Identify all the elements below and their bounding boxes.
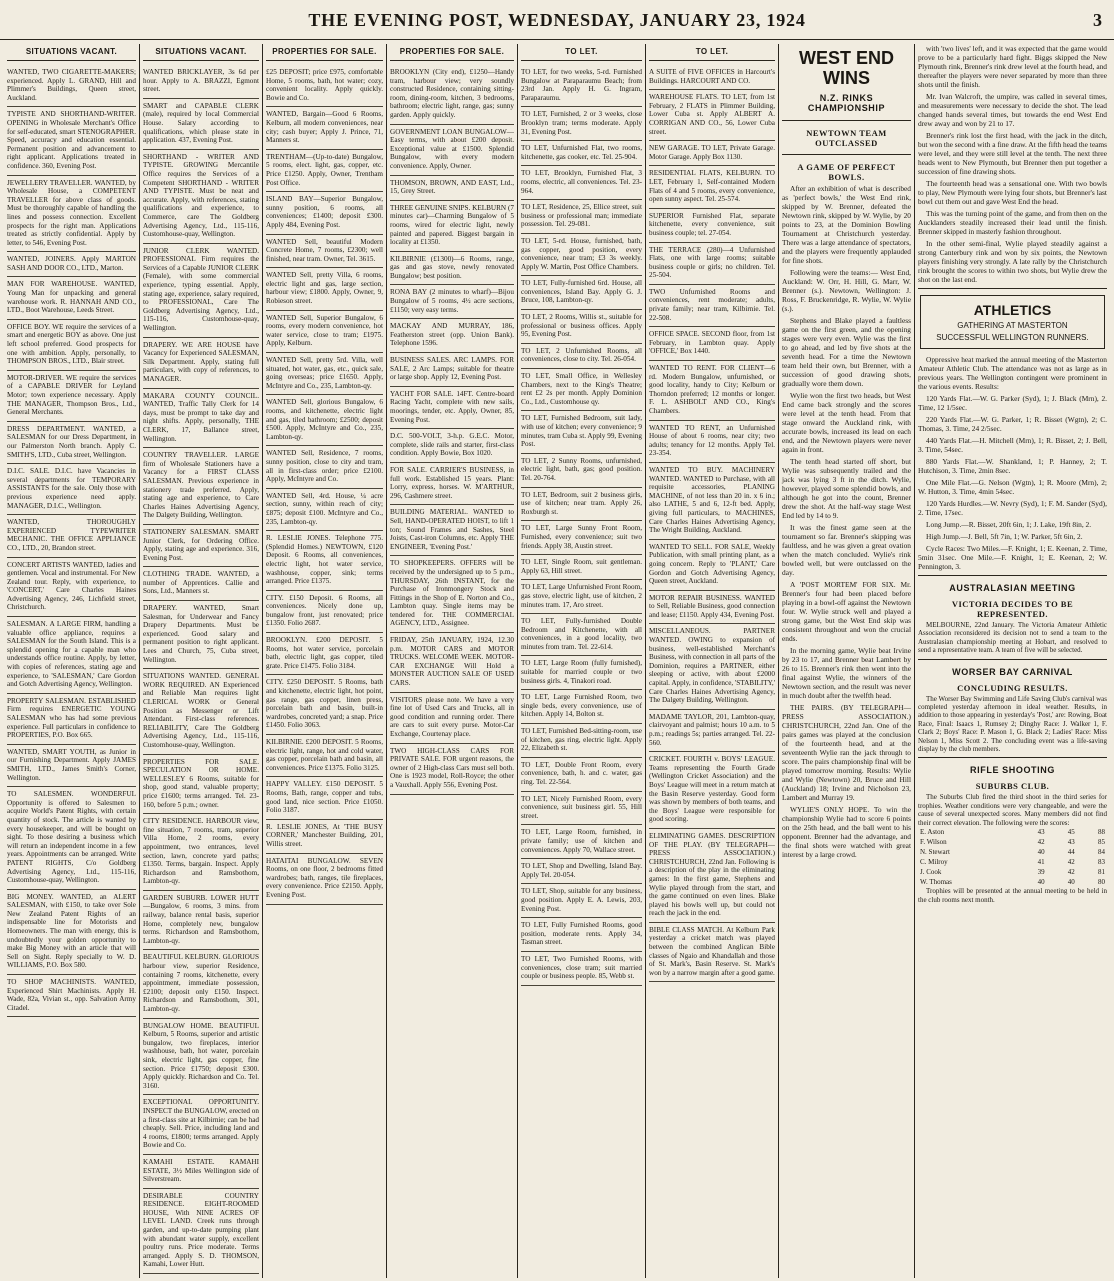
article-paragraph: It was the finest game seen at the tournament so far. Brenner's skipping was faultless, and he was given a great ovation when the match concluded. Wylie's rink bowled well, but were outclassed on the day. (782, 523, 911, 577)
classified-ad: CITY. £250 DEPOSIT. 5 Rooms, bath and kitchenette, electric light, hot point, gas range, gas copper, linen press, porcelain bath and basin, built-in wardrobes, concreted yard; a snap. Price £1450. Folio 3063. (266, 675, 383, 735)
ad-list (390, 65, 514, 795)
classified-ad: CITY RESIDENCE. HARBOUR view, fine situation, 7 rooms, tram, superior Villa Home, 2 rooms, every appointment, two entrances, level section, lawn, concrete yard paths; £1350. Terms, bargain. Inspect. Apply Richardson and Ramsbothom, Lambton-qy. (143, 814, 259, 891)
classified-ad: TO LET, Fully-furnished 6rd. House, all conveniences, Island Bay. Apply G. J. Bruce, 108, Lambton-qy. (521, 276, 642, 310)
classified-ad: KAMAHI ESTATE. KAMAHI ESTATE, 3½ Miles Wellington side of Silverstream. (143, 1155, 259, 1189)
column-header: TO LET. (521, 44, 642, 61)
classified-ad: MISCELLANEOUS. PARTNER WANTED. OWING to expansion of business, well-established Merchant's Business, with connection in all parts of the Dominion, requires a PARTNER, either sleeping or active, with about £2000 capital. Apply, in confidence, 'STABILITY,' Care Charles Haines Advertising Agency, The Dalgety Building, Wellington. (649, 624, 775, 709)
classified-ad: THOMSON, BROWN, AND EAST, Ltd., 15, Grey Street. (390, 176, 514, 201)
classified-ad: SITUATIONS WANTED. GENERAL WORK REQUIRED. AN Experienced and Reliable Man requires light CLERICAL WORK or General Position as Messenger or Lift Attendant. First-class references. RELIABILITY, Care The Goldberg Advertising Agency, Ltd., 115-116, Customhouse-quay, Wellington. (143, 669, 259, 754)
column-header: SITUATIONS VACANT. (7, 44, 136, 61)
table-cell: 80 (1098, 878, 1105, 887)
bowls-continuation (918, 44, 1107, 284)
classified-ad: £25 DEPOSIT; price £975, comfortable Home, 5 rooms, bath, hot water; cozy, convenient locality. Apply quickly. Bowie and Co. (266, 65, 383, 107)
article-paragraph: After an exhibition of what is described as 'perfect bowls,' the West End rink, skipped by W. Brenner, defeated the Newtown rink, skipped by W. Wylie, by 20 points to 23, at the Dominion Bowling Tournament at Christchurch yesterday. There was a large attendance of spectators, and the players were frequently applauded for fine shots. (782, 184, 911, 265)
classified-ad: TO LET, Fully Furnished Rooms, good position, moderate rents. Apply 34, Tasman street. (521, 918, 642, 952)
classified-ad: TO LET, Large Room (fully furnished), suitable for married couple or two business girls. 4, Tinakori road. (521, 656, 642, 690)
classified-ad: CLOTHING TRADE. WANTED, a number of Apprentices. Callie and Sons, Ltd., Manners st. (143, 567, 259, 601)
classified-ad: ISLAND BAY—Superior Bungalow, sunny position, 6 rooms, all conveniences; £1400; deposit £300. Apply 484, Evening Post. (266, 192, 383, 234)
classified-ad: SALESMAN. A LARGE FIRM, handling a valuable office appliance, requires a SALESMAN for the South Island. This is a splendid opening for a capable man who understands office routine. Apply, by letter, with copies of references, stating age and experience, to 'SALESMAN,' Care Gordon and Gotch Advertising Agency, Wellington. (7, 617, 136, 694)
classified-ad: ELIMINATING GAMES. DESCRIPTION OF THE PLAY. (BY TELEGRAPH—PRESS ASSOCIATION.) CHRISTCHURCH, 22nd Jan. Following is a description of the play in the eliminating games: In the first game, Stephens and Wylie played through from the start, and the game continued on even lines. Blake played his bowls well up, but could not reach the jack in the end. (649, 829, 775, 923)
classified-ad: TO LET, Furnished, 2 or 3 weeks, close Brooklyn tram; terms moderate. Apply 31, Evening Post. (521, 107, 642, 141)
classified-ad: BUSINESS SALES. ARC LAMPS. FOR SALE, 2 Arc Lamps; suitable for theatre or large shop. Apply 12, Evening Post. (390, 353, 514, 387)
classified-ad: JEWELLERY TRAVELLER. WANTED, by Wholesale House, a COMPETENT TRAVELLER for above class of goods. Must be thoroughly capable of handling the lines and possess connection. Excellent prospects for the right man. Applications treated as strictly confidential. Apply by letter, to 546, Evening Post. (7, 176, 136, 253)
classified-ad: WANTED Sell, glorious Bungalow, 6 rooms, and kitchenette, electric light and gas, tiled bathroom; £2500; deposit £500. Apply, McIntyre and Co., 235, Lambton-qy. (266, 395, 383, 446)
table-cell: C. Milroy (920, 858, 948, 867)
classified-ad: CRICKET. FOURTH v. BOYS' LEAGUE. Teams representing the Fourth Grade (Wellington Cricket Association) and the Boys' League will meet in a return match at the Basin Reserve yesterday. Good form was shown by members of both teams, and the Boys' League were responsible for good scoring. (649, 752, 775, 829)
article-paragraph: The fourteenth head was a sensational one. With two bowls to play, New Plymouth were lying four shots, but Brenner's last bowl cut them out and gave West End the head. (918, 179, 1107, 206)
table-cell: J. Cook (920, 868, 942, 877)
masthead (0, 0, 1114, 40)
classified-ad: EXCEPTIONAL OPPORTUNITY. INSPECT the BUNGALOW, erected on a first-class site at Kilbirnie; can be had cheaply. Sell. Price, including land and 4 rooms, £1800; terms arranged. Apply Bowie and Co. (143, 1095, 259, 1155)
classified-ad: BROOKLYN (City end), £1250—Handy tram, harbour view; very soundly constructed Residence, containing sitting-room, dining-room, kitchen, 3 bedrooms, bathroom; electric light, range, gas; sunny garden. Apply quickly. (390, 65, 514, 125)
classified-ad: TO LET, Large Room, furnished, in private family; use of kitchen and conveniences. Apply 70, Wallace street. (521, 825, 642, 859)
australasian-kicker: VICTORIA DECIDES TO BE REPRESENTED. (951, 599, 1074, 619)
article-paragraph: THE PAIRS. (BY TELEGRAPH—PRESS ASSOCIATION.) CHRISTCHURCH, 22nd Jan. One of the pairs games was played at the conclusion of the fourteenth head, and at the seventeenth Wylie ran the jack through to score. The pairs championship final will be played tomorrow morning. Results: Wylie and Wylie (Newtown) 20, Bruce and Hill (Auckland) 18; Irvine and Nicholson 23, Lambert and Murray 19. (782, 703, 911, 802)
classified-ad: TO SALESMEN. WONDERFUL Opportunity is offered to Salesmen to acquire World's Patent Rights, with certain quantity of stock. The article is wanted by every housekeeper, and will be bought on sight. To those desiring a business which will return an independent income in a few years. Appointments can be arranged. Write PATENT RIGHTS, C/o Goldberg Advertising Agency, Ltd., 115-116, Customhouse-quay, Wellington. (7, 787, 136, 890)
classified-ad: MOTOR-DRIVER. WE require the services of a CAPABLE DRIVER for Leyland Motor; town experience necessary. Apply THE MANAGER, Thompson Bros., Ltd., General Merchants. (7, 371, 136, 422)
classified-ad: WANTED BRICKLAYER, 3s 6d per hour. Apply to A. BRAZZI, Egmont street. (143, 65, 259, 99)
column-header: SITUATIONS VACANT. (143, 44, 259, 61)
classified-ad: MOTOR REPAIR BUSINESS. WANTED to Sell, Reliable Business, good connection and lease; £1150. Apply 434, Evening Post. (649, 591, 775, 625)
classified-ad: BEAUTIFUL KELBURN. GLORIOUS harbour view, superior Residence, containing 7 rooms, kitchenette, every appointment, immediate possession, £2100; deposit only £150. Inspect. Richardson and Ramsbothom, 301, Lambton-qy. (143, 950, 259, 1018)
classified-ad: WANTED Sell, pretty Villa, 6 rooms, electric light and gas, large section, harbour view; £1800. Apply, Owner, 9, Robieson street. (266, 268, 383, 310)
classified-ad: DRAPERY. WE ARE HOUSE have Vacancy for Experienced SALESMAN, Silk Department. Apply, stating full particulars, with copy of references, to MANAGER. (143, 338, 259, 389)
classified-ad: TO SHOP MACHINISTS. WANTED, Experienced Shirt Machinists. Apply H. Wade, 82a, Vivian st., opp. Salvation Army Citadel. (7, 975, 136, 1017)
table-cell: 40 (1037, 878, 1045, 887)
classified-ad: SUPERIOR Furnished Flat, separate kitchenette, every convenience, suit business couple; tel. 27-054. (649, 209, 775, 243)
classified-ad: GOVERNMENT LOAN BUNGALOW—Easy terms, with about £200 deposit. Exceptional value at £1500. Splendid Bungalow, with every modern convenience. Apply, Owner. (390, 125, 514, 176)
column-situations-vacant-2 (140, 44, 263, 1278)
table-cell: 42 (1067, 868, 1075, 877)
table-cell: F. Wilson (920, 838, 947, 847)
table-cell: W. Thomas (920, 878, 952, 887)
table-cell: 44 (1067, 848, 1075, 857)
classified-ad: TO LET, 2 Unfurnished Rooms, all conveniences, close to city. Tel. 26-054. (521, 344, 642, 369)
article-paragraph: Cycle Races: Two Miles.—F. Knight, 1; E. Keenan, 2. Time, 5min 31sec. One Mile.—F. Knight, 1; E. Keenan, 2; W. Pennington, 3. (918, 544, 1107, 571)
classified-ad: TO LET, Large Furnished Room, two single beds, every convenience, use of kitchen. Apply 14, Bolton st. (521, 690, 642, 724)
article-paragraph: A 'POST MORTEM' FOR SIX. Mr. Brenner's four had been placed before playing in a bowl-off against the Newtown four. W. Wylie struck well and played a strong game, but the West End skip was consistent throughout and won the crucial ends. (782, 580, 911, 643)
classified-ad: DESIRABLE COUNTRY RESIDENCE. EIGHT-ROOMED HOUSE, With NINE ACRES OF LEVEL LAND. Creek runs through garden, and up-to-date pumping plant with abundant water supply, excellent poultry runs. Price moderate. Terms arranged. Apply S. D. THOMSON, Kamahi, Lower Hutt. (143, 1189, 259, 1274)
classified-ad: MAN FOR WAREHOUSE. WANTED, Young Man for unpacking and general warehouse work. R. HANNAH AND CO., LTD., Boot Warehouse, Leeds Street. (7, 277, 136, 319)
article-paragraph: Brenner's rink lost the first head, with the jack in the ditch, but won the second with a fine draw. At the fifth head the teams were level, and they were still level at the tenth. The next three heads went to New Plymouth, but Brenner then put together a succession of fine drawing shots. (918, 131, 1107, 176)
classified-ad: BIG MONEY. WANTED, an ALERT SALESMAN, with £150, to take over Sole New Zealand Patent Rights of an indispensable line for Motorists and Homeowners. The man with energy, this is undoubtedly your golden opportunity to make Big Money with an article that will Sell on Sight. Reply specially to W. D. WILLIAMS, P.O. Box 580. (7, 890, 136, 975)
article-paragraph: WYLIE'S ONLY HOPE. To win the championship Wylie had to score 6 points on the 25th head, and the ball went to his opponent. Brenner had the advantage, and the final shots were watched with great interest by a large crowd. (782, 805, 911, 859)
classified-ad: WANTED TO SELL. FOR SALE, Weekly Publication, with small printing plant, as a going concern. Reply to 'PLANT,' Care Gordon and Gotch Advertising Agency, Queen street, Auckland. (649, 540, 775, 591)
classified-ad: SMART and CAPABLE CLERK (male), required by local Commercial House. Salary according to qualifications, which please state in application. 437, Evening Post. (143, 99, 259, 150)
classified-ad: BUILDING MATERIAL. WANTED to Sell, HAND-OPERATED HOIST, to lift 1 ton; Sound Frames and Sashes, Steel Joists, Cast-iron Columns, etc. Apply THE ENGINEER, 'Evening Post.' (390, 505, 514, 556)
column-bowls-story (779, 44, 915, 1278)
classified-ad: JUNIOR CLERK WANTED. PROFESSIONAL Firm requires the Services of a Capable JUNIOR CLERK (Female), with some commercial experience, typing essential. Apply, stating age, experience, salary required, to PROFESSIONAL, Care The Goldberg Advertising Agency, Ltd., 115-116, Customhouse-quay, Wellington. (143, 244, 259, 338)
subheadline: N.Z. RINKS CHAMPIONSHIP (807, 93, 886, 113)
kicker: A GAME OF PERFECT BOWLS. (797, 162, 896, 182)
table-cell: 81 (1098, 868, 1105, 877)
article-paragraph: In the other semi-final, Wylie played steadily against a strong Canterbury rink and won by six points, the Newtown players finishing very strongly. A late rally by the Christchurch rink brought the scores to within two shots, but Wylie drew the shot on the last end. (918, 239, 1107, 284)
article-paragraph: with 'two lives' left, and it was expected that the game would prove to be a particularly hard fight. Biggs skipped the New Plymouth rink, Brenner's rink drew level at the fourth head, and thereafter the players were never separated by more than three shots until the finish. (918, 44, 1107, 89)
classified-ad: TO LET, Bedroom, suit 2 business girls, use of kitchen; near tram. Apply 26, Roxburgh st. (521, 488, 642, 522)
classified-ad: TO LET, 5-rd. House, furnished, bath, gas copper, good position, every convenience, near tram; £3 3s weekly. Apply W. Martin, Post Office Chambers. (521, 234, 642, 276)
article-paragraph: Stephens and Blake played a faultless game on the first green, and the opening stages were very even. Wylie was the first to go ahead, and led by five shots at the seventh head. For a time the Newtown team held their own, but Brenner, with a succession of good drawing shots, gradually wore them down. (782, 316, 911, 388)
classified-ad: RONA BAY (2 minutes to wharf)—Bijou Bungalow of 5 rooms, 4½ acre sections, £1150; very easy terms. (390, 285, 514, 319)
ad-list (649, 65, 775, 982)
classified-ad: TO LET, Large Sunny Front Room, Furnished, every convenience; suit two friends. Apply 38, Austin street. (521, 521, 642, 555)
kicker: NEWTOWN TEAM OUTCLASSED (806, 128, 887, 148)
column-properties-2 (387, 44, 518, 1278)
column-situations-vacant-1 (4, 44, 140, 1278)
article-paragraph: Following were the teams:— West End, Auckland: W. Orr, H. Hill, G. Marr, W. Brenner (s.). Newtown, Wellington: J. Ross, F. Bruckenridge, R. Wylie, W. Wylie (s.). (782, 268, 911, 313)
article-paragraph: The tenth head started off short, but Wylie was subsequently trailed and the jack was lying 3 ft in the ditch. Wylie, however, played some splendid bowls, and although he got into the count, Brenner drew the shot. At the half-way stage West End led by 14 to 9. (782, 457, 911, 520)
classified-ad: PROPERTY SALESMAN. ESTABLISHED Firm requires ENERGETIC YOUNG SALESMAN who has had some previous experience. Full particulars in confidence to PROPERTIES, P.O. Box 665. (7, 694, 136, 745)
divider (918, 757, 1107, 758)
classified-ad: MAKARA COUNTY COUNCIL. WANTED, Traffic Tally Clerk for 14 days, must be prompt to take day and night shifts. Apply, personally, THE CLERK, 17, Ballance street, Wellington. (143, 389, 259, 449)
classified-ad: WANTED, JOINERS. Apply MARTON SASH AND DOOR CO., LTD., Marton. (7, 252, 136, 277)
classified-ad: FRIDAY, 25th JANUARY, 1924, 12.30 p.m. MOTOR CARS and MOTOR TRUCKS. WELCOME WEEK. MOTOR-CAR EXCHANGE Will Hold a MONSTER AUCTION SALE OF USED CARS. (390, 633, 514, 693)
classified-ad: BUNGALOW HOME. BEAUTIFUL Kelburn, 5 Rooms, superior and artistic bungalow, two fireplaces, interior washhouse, bath, hot water, porcelain sink, electric light, gas copper, fine section. Price £1750; deposit £300. Apply quickly. Richardson and Co. Tel. 3160. (143, 1019, 259, 1096)
column-properties-1 (263, 44, 387, 1278)
australasian-heading: AUSTRALASIAN MEETING (949, 583, 1076, 593)
table-cell: 83 (1098, 858, 1105, 867)
classified-ad: TO LET, Nicely Furnished Room, every convenience, suit business girl. 55, Hill street. (521, 792, 642, 826)
rifle-scores-table (918, 827, 1107, 887)
classified-ad: MACKAY AND MURRAY, 186, Featherston street (opp. Union Bank). Telephone 1596. (390, 319, 514, 353)
classified-ad: MADAME TAYLOR, 201, Lambton-quay, clairvoyant and palmist; hours 10 a.m. to 5 p.m.; readings 5s; parties arranged. Tel. 22-560. (649, 710, 775, 752)
classified-ad: CITY. £150 Deposit. 6 Rooms, all conveniences. Nicely done up, bungalow front, just renovated; price £1350. Folio 2687. (266, 591, 383, 633)
classified-ad: BIBLE CLASS MATCH. At Kelburn Park yesterday a cricket match was played between the combined Anglican Bible classes of Ngaio and Khandallah and those of St. Mark's, Basin Reserve. St. Mark's won by a narrow margin after a good game. (649, 923, 775, 983)
worser-bay-kicker: CONCLUDING RESULTS. (957, 682, 1068, 693)
classified-ad: TO LET, Brooklyn, Furnished Flat, 3 rooms, electric, all conveniences. Tel. 23-964. (521, 166, 642, 200)
classified-ad: WANTED Sell, 4rd. House, ¼ acre section, sunny, within reach of city; £875; deposit £100. McIntyre and Co., 235, Lambton-qy. (266, 489, 383, 531)
athletics-heading: ATHLETICS (973, 302, 1052, 318)
article-paragraph: High Jump.—J. Bell, 5ft 7in, 1; W. Parker, 5ft 6in, 2. (926, 532, 1083, 541)
masthead-title: THE EVENING POST, WEDNESDAY, JANUARY 23, 1924 (308, 10, 806, 30)
classified-ad: WANTED TO BUY. MACHINERY WANTED. WANTED to Purchase, with all requisite accessories, PLANING MACHINE, of not less than 20 in. x 6 in.; also LATHE, 5 and 6, 12-ft bed. Apply, giving full particulars, to MACHINES, Care Charles Haines Advertising Agency, The Wright Building, Auckland. (649, 463, 775, 540)
article-paragraph: Wylie won the first two heads, but West End came back strongly and the scores were level at the tenth head. From that stage onward the Auckland rink, with accurate bowls, increased its lead on each end, and the Newtown players were never again in front. (782, 391, 911, 454)
classified-ad: TRENTHAM—(Up-to-date) Bungalow, 5 rooms, elect. light, gas, copper, etc. Price £1250. Apply, Owner, Trentham Post Office. (266, 150, 383, 192)
divider (918, 288, 1107, 289)
classified-ad: TO LET, Shop, suitable for any business, good position. Apply E. A. Lewis, 203, Evening Post. (521, 884, 642, 918)
worser-bay-heading: WORSER BAY CARNIVAL (952, 666, 1073, 677)
classified-ad: TWO HIGH-CLASS CARS FOR PRIVATE SALE. FOR urgent reasons, the owner of 2 High-class Cars must sell both. One is 1923 model, Roll-Royce; the other a Vauxhall. Apply 556, Evening Post. (390, 744, 514, 795)
classified-ad: GARDEN SUBURB. LOWER HUTT—Bungalow, 6 rooms, 3 mins. from railway, balance rental basis, superior Home, completely new, bungalow terms. Richardson and Ramsbothom, Lambton-qy. (143, 891, 259, 951)
column-header: TO LET. (649, 44, 775, 61)
divider (918, 575, 1107, 576)
column-header: PROPERTIES FOR SALE. (266, 44, 383, 61)
classified-ad: HATAITAI BUNGALOW. SEVEN Rooms, on one floor, 2 bedrooms fitted wardrobes; bath, ranges, tile fireplaces, every convenience. Price £2150. Apply, Evening Post. (266, 854, 383, 905)
column-to-let-2 (646, 44, 779, 1278)
classified-ad: THREE GENUINE SNIPS. KELBURN (7 minutes car)—Charming Bungalow of 5 rooms, wired for electric light, newly painted and papered. Biggest bargain in locality at £1350. (390, 201, 514, 252)
classified-ad: WANTED Sell, pretty 5rd. Villa, well situated, hot water, gas, etc., quick sale, going overseas; price £1650. Apply, McIntyre and Co., 235, Lambton-qy. (266, 353, 383, 395)
classified-ad: YACHT FOR SALE. 14FT. Centre-board Racing Yacht, complete with new sails, moorings, tender, etc. Apply, Owner, 85, Evening Post. (390, 387, 514, 429)
ad-list (143, 65, 259, 1274)
rifle-kicker: SUBURBS CLUB. (975, 781, 1050, 792)
ad-list (266, 65, 383, 905)
classified-ad: KILBIRNIE (£1300)—6 Rooms, range, gas and gas stove, newly renovated Bungalow; best position. (390, 252, 514, 286)
classified-ad: BROOKLYN. £200 DEPOSIT. 5 Rooms, hot water service, porcelain bath, electric light, gas copper, tiled grate. Price £1475. Folio 3184. (266, 633, 383, 675)
divider (918, 659, 1107, 660)
article-body (782, 184, 911, 859)
table-cell: 43 (1037, 828, 1045, 837)
table-cell: E. Aston (920, 828, 945, 837)
table-cell: 43 (1067, 838, 1075, 847)
classified-ad: WANTED Sell, Superior Bungalow, 6 rooms, every modern convenience, hot water service, close to tram; £1975. Apply, Kelburn. (266, 311, 383, 353)
classified-ad: R. LESLIE JONES, At 'THE BUSY CORNER,' Manchester Building, 201, Willis street. (266, 820, 383, 854)
article-paragraph: Mr. Ivan Walcroft, the umpire, was called in several times, and measurements were necessary to decide the shot. The lead changed hands several times, but towards the end West End drew away and won by 21 to 17. (918, 92, 1107, 128)
column-to-let-1 (518, 44, 646, 1278)
table-row (918, 847, 1107, 857)
table-cell: 85 (1098, 838, 1105, 847)
table-cell: 40 (1067, 878, 1075, 887)
athletics-subheading: GATHERING AT MASTERTON (957, 321, 1068, 330)
article-paragraph: 880 Yards Flat.—W. Shankland, 1; P. Hanney, 2; T. Hutchison, 3. Time, 2min 8sec. (918, 457, 1107, 475)
classified-ad: TO LET, Single Room, suit gentleman. Apply 63, Hill street. (521, 555, 642, 580)
table-row (918, 827, 1107, 837)
classified-ad: TO SHOPKEEPERS. OFFERS will be received by the undersigned up to 5 p.m., THURSDAY, 26th INSTANT, for the Purchase of Ironmongery Stock and Fittings in the Shop of E. Norton and Co., Lambton quay. Single items may be tendered for. THE COMMERCIAL AGENCY, LTD., Assignee. (390, 556, 514, 633)
classified-ad: WANTED, THOROUGHLY EXPERIENCED TYPEWRITER MECHANIC. THE OFFICE APPLIANCE CO., LTD., 20, Brandon street. (7, 515, 136, 557)
classified-ad: CONCERT ARTISTS WANTED, ladies and gentlemen. Vocal and instrumental. For New Zealand tour. Reply, with experience, to 'CONCERT,' Care Charles Haines Advertising Agency, 246, Lichfield street, Christchurch. (7, 558, 136, 618)
table-cell: 42 (1067, 858, 1075, 867)
article-paragraph: In the morning game, Wylie beat Irvine by 23 to 17, and Brenner beat Lambert by 26 to 15. Brenner's rink then went into the final against Wylie, the winners of the Newtown section, and the result was never in much doubt after the twelfth head. (782, 646, 911, 700)
table-cell: 39 (1037, 868, 1045, 877)
athletics-body (918, 355, 1107, 571)
divider (782, 154, 911, 155)
classified-ad: TO LET, Furnished Bedroom, suit lady, with use of kitchen; every convenience; 9 minutes, tram Cuba st. Apply 99, Evening Post. (521, 411, 642, 453)
classified-ad: RESIDENTIAL FLATS, KELBURN. TO LET, February 1, Self-contained Modern Flats of 4 and 5 rooms, every convenience, open sunny aspect. Tel. 25-574. (649, 166, 775, 208)
column-header: PROPERTIES FOR SALE. (390, 44, 514, 61)
table-cell: 88 (1098, 828, 1105, 837)
ad-list (7, 65, 136, 1017)
article-paragraph: 120 Yards Flat.—W. G. Parker (Syd), 1; J. Black (Mrn), 2. Time, 12 1/5sec. (918, 394, 1107, 412)
classified-ad: STATIONERY SALESMAN. SMART Junior Clerk, for Ordering Office. Apply, stating age and experience. 316, Evening Post. (143, 525, 259, 567)
table-cell: 40 (1037, 848, 1045, 857)
classified-ad: TO LET, Large Unfurnished Front Room, gas stove, electric light, use of kitchen, 2 minutes tram. 17, Aro street. (521, 580, 642, 614)
page-number: 3 (1093, 10, 1102, 30)
article-paragraph: 440 Yards Flat.—H. Mitchell (Mrn), 1; R. Bisset, 2; J. Bell, 3. Time, 54sec. (918, 436, 1107, 454)
classified-ad: SHORTHAND - WRITER AND TYPISTE. GROWING Mercantile Office requires the Services of a Competent SHORTHAND - WRITER AND TYPISTE. Must be neat and accurate. Apply, with references, stating qualifications and experience, to Commerce, care The Goldberg Advertising Agency, Ltd., 115-116, Customhouse-quay, Wellington. (143, 150, 259, 244)
classified-ad: NEW GARAGE. TO LET, Private Garage. Motor Garage. Apply Box 1130. (649, 141, 775, 166)
article-paragraph: 120 Yards Hurdles.—W. Nevry (Syd), 1; F. M. Sander (Syd), 2. Time, 17sec. (918, 499, 1107, 517)
table-cell: 42 (1037, 838, 1045, 847)
classified-ad: WANTED, SMART YOUTH, as Junior in our Furnishing Department. Apply JAMES SMITH, LTD., James Smith's Corner, Wellington. (7, 745, 136, 787)
table-cell: 84 (1098, 848, 1105, 857)
classified-ad: COUNTRY TRAVELLER. LARGE firm of Wholesale Stationers have a Vacancy for a FIRST CLASS SALESMAN. Previous experience in stationery trade preferred. Apply, stating age and experience, to Care Charles Haines Advertising Agency, The Dalgety Building, Wellington. (143, 448, 259, 525)
rifle-heading: RIFLE SHOOTING (970, 765, 1055, 776)
classified-ad: D.C. 500-VOLT, 3-h.p. G.E.C. Motor, complete, slide rails and starter, first-class condition. Apply Bowie, Box 1020. (390, 429, 514, 463)
classified-ad: TYPISTE AND SHORTHAND-WRITER. OPENING in Wholesale Merchant's Office for self-educated, smart STENOGRAPHER. Speed, accuracy and education essential. Permanent position and advancement to right applicant. Applications treated in confidence. 360, Evening Post. (7, 107, 136, 175)
article-paragraph: One Mile Flat.—G. Nelson (Wgtn), 1; R. Moore (Mrn), 2; W. Hutton, 3. Time, 4min 54sec. (918, 478, 1107, 496)
classified-ad: TO LET, Unfurnished Flat, two rooms, kitchenette, gas cooker, etc. Tel. 25-904. (521, 141, 642, 166)
classified-ad: WANTED Sell, beautiful Modern Concrete Home, 7 rooms, £2300; well finished, near tram. Owner, Tel. 3615. (266, 235, 383, 269)
table-cell: 45 (1067, 828, 1075, 837)
headline: WEST END WINS (798, 48, 894, 88)
classified-ad: WANTED Sell, Residence, 7 rooms, sunny position, close to city and tram, all in first-class order; price £2100. Apply, McIntyre and Co. (266, 446, 383, 488)
classified-ad: TO LET, Furnished Bed-sitting-room, use of kitchen, gas ring, electric light. Apply 22, Elizabeth st. (521, 724, 642, 758)
classified-ad: FOR SALE. CARRIER'S BUSINESS, in full work. Established 15 years. Plant: Lorry, express, horses. W. M'ARTHUR, 296, Cashmere street. (390, 463, 514, 505)
classified-ad: KILBIRNIE. £200 DEPOSIT. 5 Rooms, electric light, range, hot and cold water, gas copper, porcelain bath and basin, all conveniences. Price £1375. Folio 3125. (266, 735, 383, 777)
classified-ad: OFFICE SPACE. SECOND floor, from 1st February, in Lambton quay. Apply 'OFFICE,' Box 1440. (649, 327, 775, 361)
classified-ad: D.I.C. SALE. D.I.C. have Vacancies in several departments for TEMPORARY ASSISTANTS for the sale. Only those with previous experience need apply. MANAGER, D.I.C., Wellington. (7, 464, 136, 515)
table-row (918, 877, 1107, 887)
classified-ad: R. LESLIE JONES. Telephone 775. (Splendid Homes.) NEWTOWN, £120 Deposit. 6 Rooms, all conveniences, electric light, hot water service, washhouse, copper, sink; terms arranged. Price £1375. (266, 531, 383, 591)
column-sports (915, 44, 1110, 1278)
classified-ad: WANTED TO RENT. FOR CLIENT—6 rd. Modern Bungalow, unfurnished, or good locality, handy to City; Kelburn or Thorndon preferred; 12 months or longer. F. L. ASHBOLT AND CO., King's Chambers. (649, 361, 775, 421)
classified-ad: TO LET, Shop and Dwelling, Island Bay. Apply Tel. 20-054. (521, 859, 642, 884)
table-cell: 41 (1037, 858, 1045, 867)
classified-ad: TO LET, 2 Rooms, Willis st., suitable for professional or business offices. Apply 95, Evening Post. (521, 310, 642, 344)
athletics-box (920, 295, 1105, 349)
article-paragraph: 220 Yards Flat.—W. G. Parker, 1; R. Bisset (Wgtn), 2; C. Thomas, 3. Time, 24 2/5sec. (918, 415, 1107, 433)
worser-bay-body: The Worser Bay Swimming and Life Saving Club's carnival was completed yesterday afternoon in ideal weather. Results, in addition to those appearing in yesterday's 'Post,' are: Rowing, Boat Race, Final: Isaacs 1, Rumsey 2; Dinghy Race: J. Walker 1, F. Clark 2; Boys' Race: P. Mason 1, G. Black 2; Ladies' Race: Miss Nelson 1, Miss Scott 2. The concluding event was a life-saving display by the club members. (918, 694, 1107, 754)
australasian-body: MELBOURNE, 22nd January. The Victoria Amateur Athletic Association reconsidered its decision not to send a team to the Australasian championship meeting at Hobart, and resolved to send a representative team. A team of five will be selected. (918, 621, 1107, 655)
article-paragraph: This was the turning point of the game, and from then on the Aucklanders steadily increased their lead until the finish. Brenner skipped in masterly fashion throughout. (918, 209, 1107, 236)
classified-ad: DRESS DEPARTMENT. WANTED, a SALESMAN for our Dress Department, in our Palmerston North branch. Apply C. SMITH'S, LTD., Cuba street, Wellington. (7, 422, 136, 464)
classified-ad: TO LET, Double Front Room, every convenience, bath, h. and c. water, gas ring. Tel. 22-564. (521, 758, 642, 792)
classified-ad: PROPERTIES FOR SALE. SPECULATION OR HOME. WELLESLEY 6 Rooms, suitable for shop, good stand, valuable property; price £1600; terms arranged. Tel. 23-160, before 5 p.m.; owner. (143, 755, 259, 815)
classified-ad: OFFICE BOY. WE require the services of a smart and energetic BOY as above. One just left school preferred. Good prospects for one with ambition. Apply, personally, to THOMPSON BROS., LTD., Blair street. (7, 320, 136, 371)
table-cell: N. Stewart (920, 848, 950, 857)
article-paragraph: Long Jump.—R. Bisset, 20ft 6in, 1; J. Lake, 19ft 8in, 2. (926, 520, 1092, 529)
classified-ad: TO LET, Fully-furnished Double Bedroom and Kitchenette, with all conveniences, in a good locality, two minutes from tram. Tel. 22-614. (521, 614, 642, 656)
rifle-body: The Suburbs Club fired the third shoot in the third series for trophies. Weather conditions were very changeable, and were the cause of several unexpected scores. Many members did not find their correct elevation. The following were the scores: (918, 793, 1107, 827)
table-row (918, 867, 1107, 877)
classified-ad: HAPPY VALLEY. £150 DEPOSIT. 5 Rooms, Bath, range, copper and tubs, good land, nice section. Price £1050. Folio 3187. (266, 777, 383, 819)
classified-ad: TO LET, Small Office, in Wellesley Chambers, next to the King's Theatre; rent £2 2s per month. Apply Dominion Co., Ltd., Customhouse qy. (521, 369, 642, 411)
classified-ad: DRAPERY. WANTED, Smart Salesman, for Underwear and Fancy Drapery Departments. Must be experienced. Good salary and permanent position to right applicant. Lees and Church, 75, Cuba street, Wellington. (143, 601, 259, 669)
divider (782, 120, 911, 121)
ad-list (521, 65, 642, 986)
classified-ad: WANTED TO RENT, an Unfurnished House of about 6 rooms, near city; two adults; tenancy for 12 months. Apply Tel. 23-354. (649, 421, 775, 463)
classified-ad: TO LET, 2 Sunny Rooms, unfurnished, electric light, bath, gas; good position. Tel. 20-764. (521, 454, 642, 488)
athletics-kicker: SUCCESSFUL WELLINGTON RUNNERS. (936, 333, 1089, 342)
classified-ad: THE TERRACE (280)—4 Unfurnished Flats, one with large rooms; suitable business couple or girls; no children. Tel. 25-504. (649, 243, 775, 285)
classified-ad: WANTED, TWO CIGARETTE-MAKERS; experienced. Apply L. GRAND, Hill and Plimmer's Buildings, Queen street, Auckland. (7, 65, 136, 107)
classified-ad: VISITORS please note. We have a very fine lot of Used Cars and Trucks, all in good condition and running order. There are cars to suit every purse. Motor-Car Exchange, Courtenay place. (390, 693, 514, 744)
columns (4, 44, 1110, 1278)
classified-ad: TO LET, Residence, 25, Ellice street, suit business or professional man; immediate possession. Tel. 29-081. (521, 200, 642, 234)
classified-ad: TWO Unfurnished Rooms and conveniences, rent moderate; adults, private family; near tram, Kilbirnie. Tel. 22-508. (649, 285, 775, 327)
classified-ad: TO LET, for two weeks, 5-rd. Furnished Bungalow at Paraparaumu Beach; from 23rd Jan. Apply H. G. Ingram, Paraparaumu. (521, 65, 642, 107)
classified-ad: TO LET, Two Furnished Rooms, with conveniences, close tram; suit married couple or business people. 85, Webb st. (521, 952, 642, 986)
classified-ad: WANTED, Bargain—Good 6 Rooms, Kelburn, all modern conveniences, near city; cash buyer; Apply J. Prince, 71, Manners st. (266, 107, 383, 149)
article-paragraph: Oppressive heat marked the annual meeting of the Masterton Amateur Athletic Club. The attendance was not as large as in previous years. The Wellington contingent were prominent in the various events. Results: (918, 355, 1107, 391)
classified-ad: WAREHOUSE FLATS. TO LET, from 1st February, 2 FLATS in Plimmer Building, Lower Cuba st. Apply ALBERT A. CORRIGAN AND CO., 56, Lower Cuba street. (649, 90, 775, 141)
classified-ad: A SUITE of FIVE OFFICES in Harcourt's Buildings. HARCOURT AND CO. (649, 65, 775, 90)
table-row (918, 837, 1107, 847)
table-row (918, 857, 1107, 867)
rifle-tail: Trophies will be presented at the annual meeting to be held in the club rooms next month. (918, 887, 1107, 904)
